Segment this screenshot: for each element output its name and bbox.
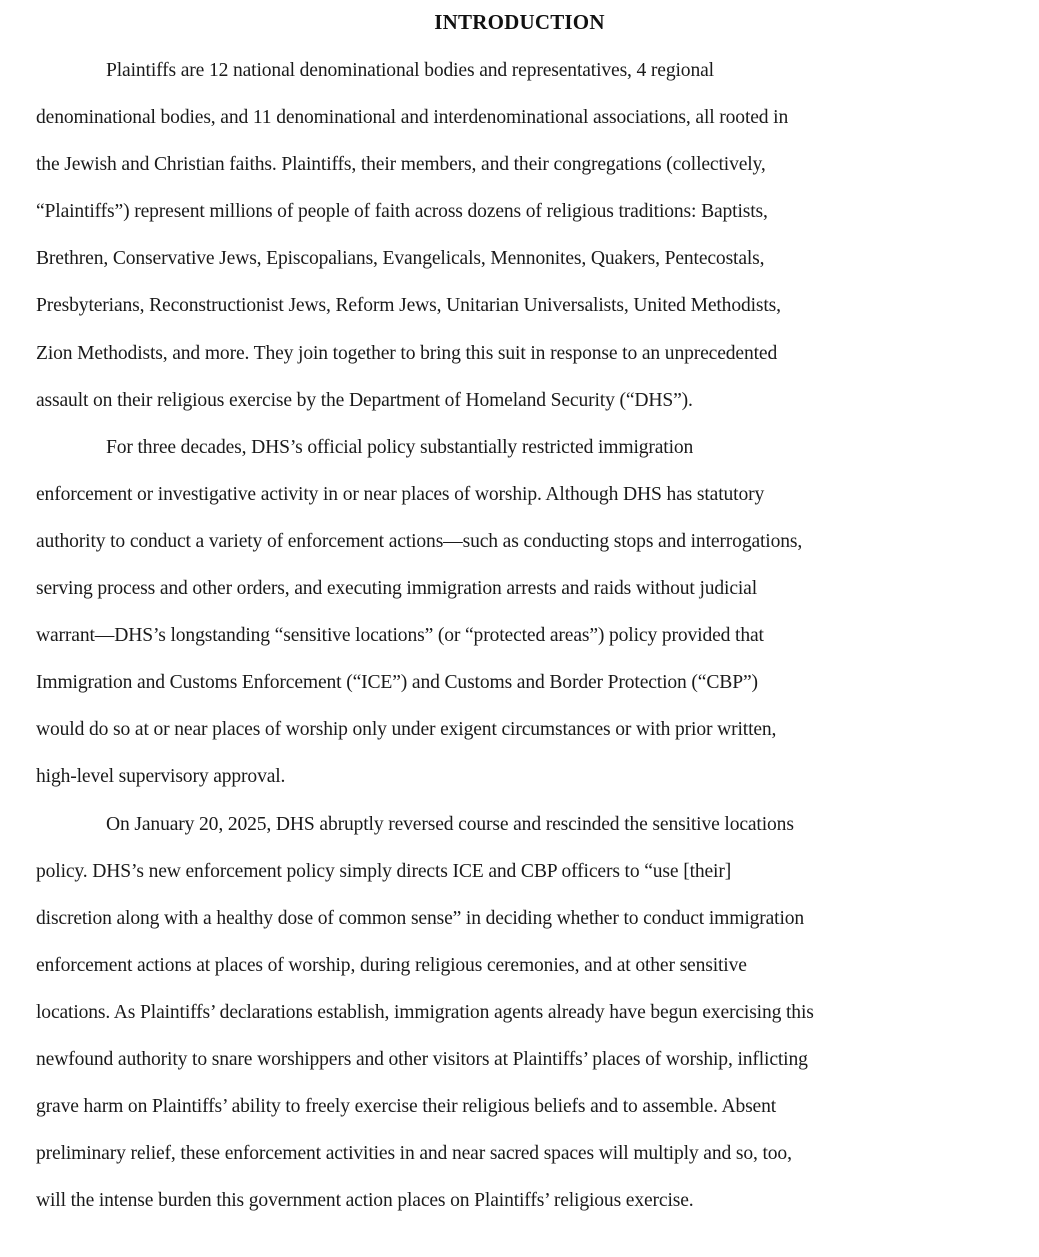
text-line: warrant—DHS’s longstanding “sensitive locations” (or “protected areas”) policy provided that [36,625,764,647]
text-line: newfound authority to snare worshippers and other visitors at Plaintiffs’ places of worship, inflicting [36,1048,808,1070]
text-line: discretion along with a healthy dose of common sense” in deciding whether to conduct immigration [36,907,805,929]
text-line: serving process and other orders, and executing immigration arrests and raids without judicial [36,578,758,600]
text-line: policy. DHS’s new enforcement policy simply directs ICE and CBP officers to “use [their] [36,860,732,882]
text-line: preliminary relief, these enforcement activities in and near sacred spaces will multiply and so, too, [36,1143,792,1165]
text-line: grave harm on Plaintiffs’ ability to freely exercise their religious beliefs and to assemble. Absent [36,1096,777,1118]
text-line: would do so at or near places of worship only under exigent circumstances or with prior written, [36,719,777,741]
text-line: Presbyterians, Reconstructionist Jews, Reform Jews, Unitarian Universalists, United Methodists, [36,295,781,317]
text-line: the Jewish and Christian faiths. Plaintiffs, their members, and their congregations (collectively, [36,154,766,176]
text-line: will the intense burden this government action places on Plaintiffs’ religious exercise. [36,1190,694,1212]
text-line: high-level supervisory approval. [36,766,286,788]
text-line: Brethren, Conservative Jews, Episcopalians, Evangelicals, Mennonites, Quakers, Pentecostals, [36,248,765,270]
text-line: denominational bodies, and 11 denominational and interdenominational associations, all rooted in [36,107,789,129]
paragraph-2 [36,434,1016,811]
text-line: Plaintiffs are 12 national denominational bodies and representatives, 4 regional [106,60,714,81]
document-body [36,57,1016,1234]
text-line: Zion Methodists, and more. They join together to bring this suit in response to an unprecedented [36,342,778,364]
text-line: For three decades, DHS’s official policy substantially restricted immigration [106,436,694,458]
text-line: authority to conduct a variety of enforcement actions—such as conducting stops and interrogations, [36,530,803,552]
text-line: enforcement or investigative activity in or near places of worship. Although DHS has statutory [36,483,765,505]
text-line: Immigration and Customs Enforcement (“ICE”) and Customs and Border Protection (“CBP”) [36,672,758,694]
text-line: locations. As Plaintiffs’ declarations establish, immigration agents already have begun exercising this [36,1001,814,1023]
paragraph-1 [36,57,1016,434]
section-heading: INTRODUCTION [434,10,605,34]
text-line: “Plaintiffs”) represent millions of people of faith across dozens of religious traditions: Baptists, [36,201,768,223]
text-line: enforcement actions at places of worship, during religious ceremonies, and at other sensitive [36,954,747,976]
paragraph-3 [36,811,1016,1235]
text-line: On January 20, 2025, DHS abruptly reversed course and rescinded the sensitive locations [106,813,794,835]
text-line: assault on their religious exercise by the Department of Homeland Security (“DHS”). [36,389,693,411]
